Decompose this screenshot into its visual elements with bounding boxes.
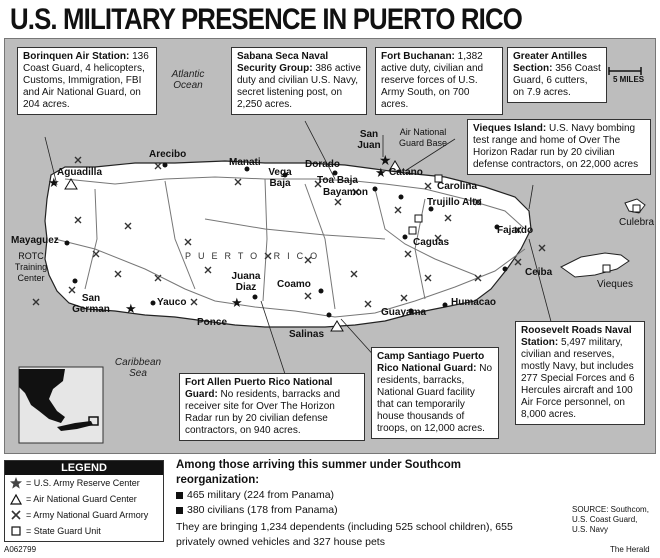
place-carolina: Carolina <box>437 181 478 192</box>
arrivals-block <box>176 458 524 550</box>
square-icon <box>9 524 23 538</box>
legend-label-star: = U.S. Army Reserve Center <box>26 478 140 488</box>
arrivals-civilians-row <box>176 503 524 518</box>
publisher-credit: The Herald <box>610 545 650 554</box>
triangle-icon <box>9 492 23 506</box>
place-air-national-guard-base: Air National Guard Base <box>398 127 448 148</box>
source-line-2: U.S. Coast Guard, <box>572 515 638 524</box>
legend-item-star <box>5 475 163 491</box>
place-caguas: Caguas <box>413 237 450 248</box>
arrivals-military-row <box>176 488 524 503</box>
island-name-label: PUERTO RICO <box>185 251 325 261</box>
atlantic-ocean-label: Atlantic Ocean <box>171 69 205 91</box>
place-guayama: Guayama <box>381 307 427 318</box>
vieques-island <box>561 253 629 277</box>
place-yauco: Yauco <box>157 297 187 308</box>
arrivals-dependents: They are bringing 1,234 dependents (including 525 school children), 655 privately owned vehicles and 327 house pets <box>176 521 513 548</box>
callout-sabana-seca-body: 386 active duty and civilian U.S. Navy, secret listening post, on 2,250 acres. <box>237 63 361 110</box>
legend-item-triangle <box>5 491 163 507</box>
callout-sabana-seca <box>231 47 367 115</box>
place-bayamon: Bayamon <box>323 187 369 198</box>
star-marker-fort-buchanan: ★ <box>379 153 392 169</box>
callout-roosevelt-roads <box>515 321 645 425</box>
square-bullet-icon <box>176 507 183 514</box>
scale-bar <box>609 67 641 75</box>
place-juana-diaz: Juana Diaz <box>231 271 261 293</box>
callout-roosevelt-roads-body: 5,497 military, civilian and reserves, mostly Navy, but includes 277 Special Forces and 6 Hercules aircraft and 100 Air Force personnel, on 8,000 acres. <box>521 337 635 420</box>
source-note <box>572 505 649 535</box>
arrivals-military: 465 military (224 from Panama) <box>187 489 335 501</box>
star-marker-san-german: ★ <box>125 302 137 317</box>
callout-camp-santiago <box>371 347 499 439</box>
callout-greater-antilles <box>507 47 607 103</box>
legend-item-x <box>5 507 163 523</box>
square-bullet-icon <box>176 492 183 499</box>
place-aguadilla: Aguadilla <box>57 167 103 178</box>
place-culebra: Culebra <box>619 217 655 228</box>
callout-vieques-title: Vieques Island: <box>473 123 547 134</box>
callout-fort-allen <box>179 373 365 441</box>
place-ponce: Ponce <box>197 317 228 328</box>
source-line-1: SOURCE: Southcom, <box>572 505 649 514</box>
place-rotc-training-center: ROTC Training Center <box>14 251 48 283</box>
callout-borinquen-title: Borinquen Air Station: <box>23 51 130 62</box>
star-marker-san-juan: ★ <box>375 166 387 181</box>
star-icon <box>9 476 23 490</box>
place-fajardo: Fajardo <box>497 225 534 236</box>
place-mayaguez: Mayaguez <box>11 235 59 246</box>
star-marker-ponce: ★ <box>231 296 243 311</box>
callout-greater-antilles-title: Greater Antilles Section: <box>513 51 588 74</box>
legend <box>4 460 164 542</box>
callout-fort-buchanan-title: Fort Buchanan: <box>381 51 455 62</box>
map-panel <box>4 38 656 454</box>
callout-fort-allen-body: No residents, barracks and receiver site for Over The Horizon Radar run by 20 civilian defense contractors, on 940 acres. <box>185 389 341 436</box>
callout-camp-santiago-body: No residents, barracks, National Guard facility that can temporarily house thousands of troops, on 12,000 acres. <box>377 363 493 434</box>
legend-title: LEGEND <box>5 461 163 475</box>
legend-label-x: = Army National Guard Armory <box>26 510 149 520</box>
place-coamo: Coamo <box>277 279 311 290</box>
scale-label: 5 MILES <box>613 75 645 84</box>
caribbean-sea-label: Caribbean Sea <box>114 357 162 379</box>
place-humacao: Humacao <box>451 297 497 308</box>
callout-fort-buchanan <box>375 47 503 115</box>
x-icon <box>9 508 23 522</box>
source-line-3: U.S. Navy <box>572 525 609 534</box>
callout-camp-santiago-title: Camp Santiago Puerto Rico National Guard: <box>377 351 485 374</box>
place-vieques: Vieques <box>597 279 633 290</box>
legend-label-triangle: = Air National Guard Center <box>26 494 137 504</box>
graphic-credit: A062799 <box>4 545 37 554</box>
callout-sabana-seca-title: Sabana Seca Naval Security Group: <box>237 51 329 74</box>
place-dorado: Dorado <box>305 159 340 170</box>
callout-vieques-body: U.S. Navy bombing test range and home of Over The Horizon Radar run by 20 civilian defense contractors, on 22,000 acres <box>473 123 639 170</box>
legend-item-square <box>5 523 163 539</box>
callout-fort-allen-title: Fort Allen Puerto Rico National Guard: <box>185 377 333 400</box>
callout-vieques <box>467 119 651 175</box>
arrivals-heading: Among those arriving this summer under Southcom reorganization: <box>176 459 461 486</box>
callout-borinquen-body: 136 Coast Guard, 4 helicopters, Customs, Immigration, FBI and Air National Guard, on 204 acres. <box>23 51 149 110</box>
place-salinas: Salinas <box>289 329 325 340</box>
place-ceiba: Ceiba <box>525 267 553 278</box>
place-vega-baja: Vega Baja <box>268 167 292 189</box>
legend-label-square: = State Guard Unit <box>26 526 101 536</box>
place-manati: Manati <box>229 157 261 168</box>
place-san-juan: San Juan <box>357 129 381 151</box>
place-arecibo: Arecibo <box>149 149 187 160</box>
arrivals-civilians: 380 civilians (178 from Panama) <box>187 504 338 516</box>
star-marker-aguadilla: ★ <box>48 176 60 191</box>
callout-roosevelt-roads-title: Roosevelt Roads Naval Station: <box>521 325 632 348</box>
callout-fort-buchanan-body: 1,382 active duty, civilian and reserve forces of U.S. Army South, on 700 acres. <box>381 51 484 110</box>
callout-borinquen <box>17 47 157 115</box>
callout-greater-antilles-body: 356 Coast Guard, 6 cutters, on 7.9 acres. <box>513 63 601 98</box>
place-toa-baja: Toa Baja <box>317 175 358 186</box>
place-trujillo-alto: Trujillo Alto <box>427 197 482 208</box>
page-title: U.S. MILITARY PRESENCE IN PUERTO RICO <box>10 3 522 36</box>
place-catano: Catano <box>389 167 423 178</box>
place-san-german: San German <box>72 293 110 315</box>
